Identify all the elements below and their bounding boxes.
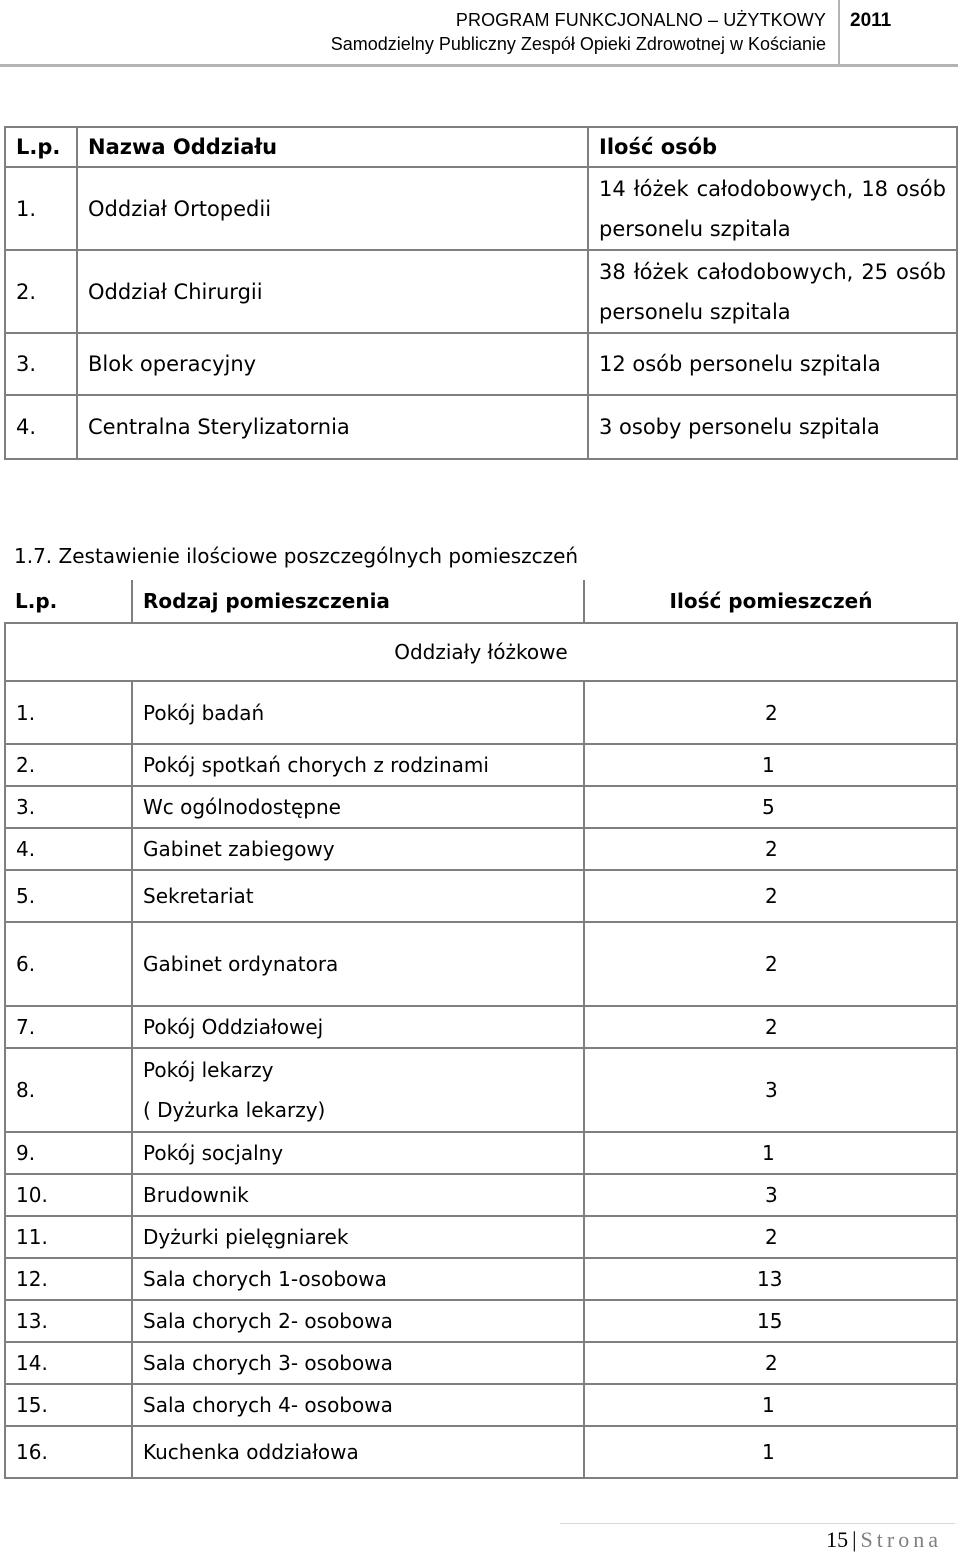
row-number: 3. — [5, 786, 132, 828]
ward-name: Oddział Chirurgii — [77, 250, 588, 333]
table-row — [5, 1132, 957, 1174]
table-row — [5, 1174, 957, 1216]
footer-rule — [560, 1523, 955, 1524]
staff-count: 12 osób personelu szpitala — [588, 333, 957, 395]
room-type: Sala chorych 2- osobowa — [132, 1300, 584, 1342]
room-type: Kuchenka oddziałowa — [132, 1426, 584, 1478]
row-number: 16. — [5, 1426, 132, 1478]
header-year: 2011 — [850, 10, 892, 31]
room-count: 2 — [584, 1006, 957, 1048]
room-type: Gabinet zabiegowy — [132, 828, 584, 870]
staff-count: 14 łóżek całodobowych, 18 osób personelu szpitala — [588, 167, 957, 250]
staff-count: 3 osoby personelu szpitala — [588, 395, 957, 459]
header-lp: L.p. — [5, 127, 77, 167]
row-number: 2. — [5, 744, 132, 786]
table-row — [5, 1258, 957, 1300]
header-title: PROGRAM FUNKCJONALNO – UŻYTKOWY — [455, 10, 826, 30]
table-row — [5, 1048, 957, 1132]
room-count: 2 — [584, 828, 957, 870]
table-row — [5, 744, 957, 786]
header-ward-name: Nazwa Oddziału — [77, 127, 588, 167]
room-count: 2 — [584, 681, 957, 744]
table-row — [5, 1384, 957, 1426]
room-type: Pokój badań — [132, 681, 584, 744]
table-header-row — [5, 580, 957, 623]
room-type: Pokój lekarzy — [143, 1058, 274, 1082]
room-type: Dyżurki pielęgniarek — [132, 1216, 584, 1258]
ward-name: Oddział Ortopedii — [77, 167, 588, 250]
row-number: 11. — [5, 1216, 132, 1258]
room-type: Sala chorych 4- osobowa — [132, 1384, 584, 1426]
table-row — [5, 167, 957, 250]
row-number: 14. — [5, 1342, 132, 1384]
room-type-cell — [132, 1048, 584, 1132]
row-number: 3. — [5, 333, 77, 395]
page-number: 15 — [826, 1527, 849, 1552]
room-type: Sala chorych 1-osobowa — [132, 1258, 584, 1300]
row-number: 12. — [5, 1258, 132, 1300]
table-row — [5, 828, 957, 870]
staff-count: 38 łóżek całodobowych, 25 osób personelu szpitala — [588, 250, 957, 333]
section-caption: 1.7. Zestawienie ilościowe poszczególnych pomieszczeń — [14, 544, 579, 568]
row-number: 9. — [5, 1132, 132, 1174]
room-type: Pokój socjalny — [132, 1132, 584, 1174]
row-number: 1. — [5, 681, 132, 744]
room-count: 13 — [584, 1258, 957, 1300]
room-count: 2 — [584, 922, 957, 1006]
row-number: 13. — [5, 1300, 132, 1342]
row-number: 7. — [5, 1006, 132, 1048]
table-row — [5, 786, 957, 828]
row-number: 6. — [5, 922, 132, 1006]
table-row — [5, 870, 957, 922]
header-staff-count: Ilość osób — [588, 127, 957, 167]
header-room-type: Rodzaj pomieszczenia — [132, 580, 584, 623]
table-row — [5, 1426, 957, 1478]
table-row — [5, 395, 957, 459]
room-type: Brudownik — [132, 1174, 584, 1216]
page-header — [0, 0, 958, 67]
table-row — [5, 681, 957, 744]
row-number: 8. — [5, 1048, 132, 1132]
room-type: Pokój spotkań chorych z rodzinami — [132, 744, 584, 786]
row-number: 15. — [5, 1384, 132, 1426]
table-row — [5, 1342, 957, 1384]
row-number: 2. — [5, 250, 77, 333]
section-row — [5, 623, 957, 681]
room-count: 1 — [584, 1132, 957, 1174]
table-header-row — [5, 127, 957, 167]
table-row — [5, 250, 957, 333]
room-type: Sala chorych 3- osobowa — [132, 1342, 584, 1384]
room-count: 1 — [584, 1426, 957, 1478]
header-room-count: Ilość pomieszczeń — [584, 580, 957, 623]
table-row — [5, 1006, 957, 1048]
row-number: 1. — [5, 167, 77, 250]
page-footer — [826, 1527, 942, 1553]
table-row — [5, 333, 957, 395]
room-count: 2 — [584, 1216, 957, 1258]
row-number: 5. — [5, 870, 132, 922]
table-row — [5, 1300, 957, 1342]
footer-separator: | — [852, 1527, 857, 1552]
table-row — [5, 922, 957, 1006]
room-count: 5 — [584, 786, 957, 828]
room-count: 1 — [584, 1384, 957, 1426]
room-type: Gabinet ordynatora — [132, 922, 584, 1006]
room-count: 3 — [584, 1174, 957, 1216]
room-type: Wc ogólnodostępne — [132, 786, 584, 828]
header-divider — [838, 0, 840, 64]
section-label: Oddziały łóżkowe — [5, 623, 957, 681]
row-number: 4. — [5, 395, 77, 459]
table-row — [5, 1216, 957, 1258]
room-count: 15 — [584, 1300, 957, 1342]
room-count: 3 — [584, 1048, 957, 1132]
ward-name: Blok operacyjny — [77, 333, 588, 395]
staff-table — [4, 126, 958, 460]
room-type-note: ( Dyżurka lekarzy) — [143, 1098, 326, 1122]
ward-name: Centralna Sterylizatornia — [77, 395, 588, 459]
rooms-table — [4, 580, 958, 1479]
room-count: 2 — [584, 870, 957, 922]
room-type: Sekretariat — [132, 870, 584, 922]
header-lp: L.p. — [5, 580, 132, 623]
room-count: 2 — [584, 1342, 957, 1384]
room-count: 1 — [584, 744, 957, 786]
room-type: Pokój Oddziałowej — [132, 1006, 584, 1048]
header-subtitle: Samodzielny Publiczny Zespół Opieki Zdrowotnej w Kościanie — [330, 34, 826, 54]
row-number: 4. — [5, 828, 132, 870]
page-label: Strona — [860, 1527, 942, 1552]
row-number: 10. — [5, 1174, 132, 1216]
